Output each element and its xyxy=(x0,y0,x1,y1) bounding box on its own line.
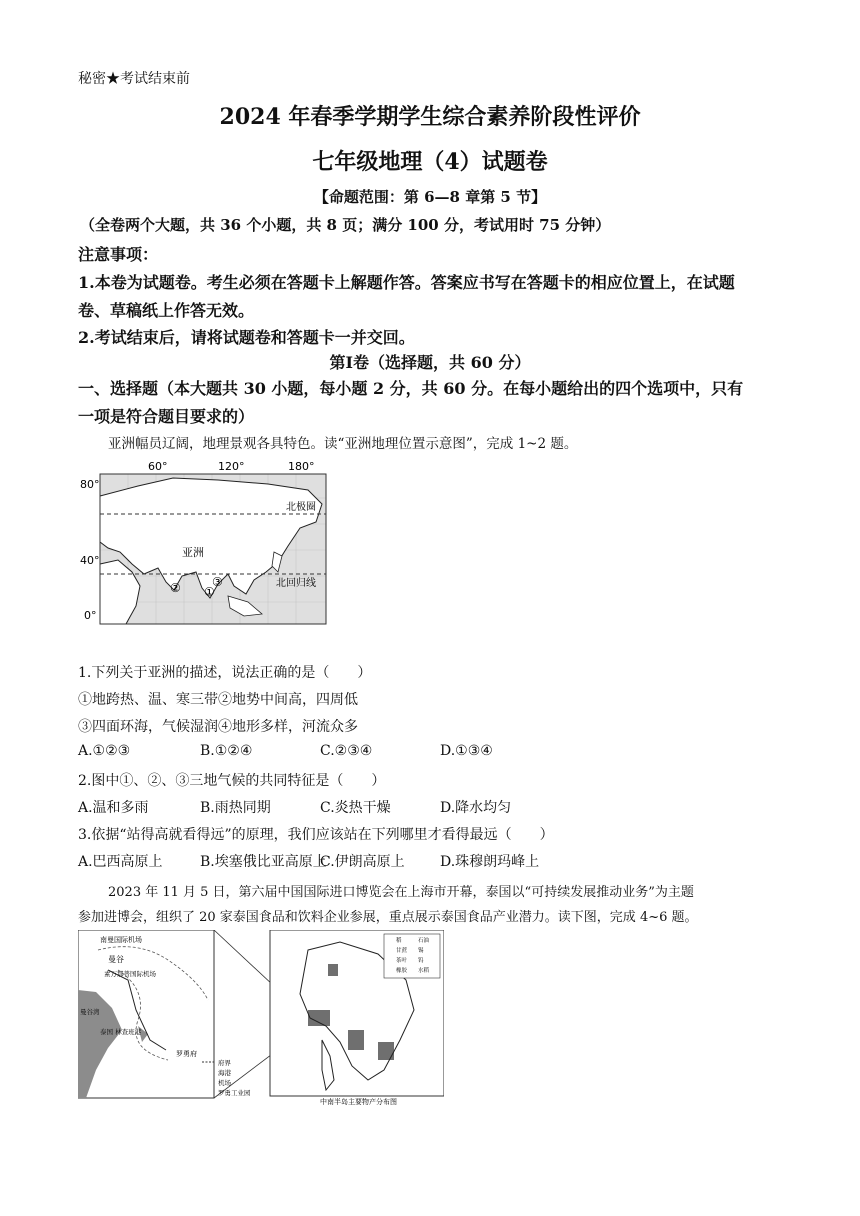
question-3-stem: 3.依据“站得高就看得远”的原理，我们应该站在下列哪里才看得最远（ ） xyxy=(78,827,554,843)
legend-airport: 机场 xyxy=(218,1079,231,1087)
question-lead-2-cont: 参加进博会，组织了 20 家泰国食品和饮料企业参展，重点展示泰国食品产业潜力。读下图，完成 4~6 题。 xyxy=(78,910,698,925)
label-airport-1: 南曼国际机场 xyxy=(100,936,142,944)
question-3-option-d[interactable]: D.珠穆朗玛峰上 xyxy=(440,854,540,870)
question-1-statement-a: ①地跨热、温、寒三带②地势中间高，四周低 xyxy=(78,692,358,708)
question-lead-2: 2023 年 11 月 5 日，第六届中国国际进口博览会在上海市开幕，泰国以“可持续发展推动业务”为主题 xyxy=(108,885,694,900)
legend-item-3: 甘蔗 xyxy=(396,948,408,954)
question-3-option-b[interactable]: B.埃塞俄比亚高原上 xyxy=(200,854,327,870)
map-caption: 中南半岛主要物产分布图 xyxy=(320,1098,397,1106)
question-1-statement-b: ③四面环海，气候湿润④地形多样，河流众多 xyxy=(78,719,358,735)
exam-info: （全卷两个大题，共 36 个小题，共 8 页；满分 100 分，考试用时 75 分钟） xyxy=(80,216,611,234)
question-2-stem: 2.图中①、②、③三地气候的共同特征是（ ） xyxy=(78,773,386,789)
marker-3: ③ xyxy=(212,575,223,589)
legend-item-6: 钨 xyxy=(418,958,424,964)
label-rayong: 罗勇府 xyxy=(176,1050,197,1058)
question-1-option-b[interactable]: B.①②④ xyxy=(200,743,253,759)
question-lead-1: 亚洲幅员辽阔，地理景观各具特色。读“亚洲地理位置示意图”，完成 1~2 题。 xyxy=(108,436,578,452)
label-tropic-of-cancer: 北回归线 xyxy=(276,578,316,589)
section-heading-cont: 一项是符合题目要求的） xyxy=(78,407,255,426)
lat-label-80: 80° xyxy=(80,478,100,491)
secret-label: 秘密★考试结束前 xyxy=(78,71,190,87)
indochina-product-map xyxy=(78,930,444,1106)
label-gulf: 曼谷湾 xyxy=(80,1008,100,1016)
label-bangkok: 曼谷 xyxy=(108,955,124,964)
exam-title: 2024 年春季学期学生综合素养阶段性评价 xyxy=(219,104,641,130)
legend-item-8: 水稻 xyxy=(418,968,430,974)
legend-item-1: 稻 xyxy=(396,938,402,944)
question-1-stem: 1.下列关于亚洲的描述，说法正确的是（ ） xyxy=(78,665,372,681)
question-1-option-a[interactable]: A.①②③ xyxy=(78,743,131,759)
lon-label-120: 120° xyxy=(218,460,245,473)
question-2-option-c[interactable]: C.炎热干燥 xyxy=(320,800,391,816)
legend-port: 海港 xyxy=(218,1069,231,1077)
marker-2: ② xyxy=(170,581,181,595)
notice-title: 注意事项： xyxy=(78,245,159,264)
label-asia: 亚洲 xyxy=(182,546,204,559)
legend-item-5: 茶叶 xyxy=(396,958,408,964)
label-arctic-circle: 北极圈 xyxy=(286,502,316,513)
exam-scope: 【命题范围：第 6—8 章第 5 节】 xyxy=(313,188,547,206)
legend-item-2: 石油 xyxy=(418,938,430,944)
notice-item-1: 1.本卷为试题卷。考生必须在答题卡上解题作答。答案应书写在答题卡的相应位置上，在试题 xyxy=(78,273,735,292)
question-2-option-d[interactable]: D.降水均匀 xyxy=(440,800,512,816)
notice-item-1-cont: 卷、草稿纸上作答无效。 xyxy=(78,301,255,320)
part-title: 第Ⅰ卷（选择题，共 60 分） xyxy=(329,353,531,372)
legend-item-7: 橡胶 xyxy=(396,968,408,974)
question-3-option-c[interactable]: C.伊朗高原上 xyxy=(320,854,405,870)
legend-boundary: 府界 xyxy=(218,1059,231,1067)
lon-label-60: 60° xyxy=(148,460,168,473)
label-airport-2: 素万那普国际机场 xyxy=(104,970,156,978)
question-1-option-c[interactable]: C.②③④ xyxy=(320,743,373,759)
legend-industrial-park: 罗勇工业园 xyxy=(218,1089,251,1097)
question-2-option-a[interactable]: A.温和多雨 xyxy=(78,800,149,816)
label-port: 泰国 林查班港 xyxy=(100,1028,142,1036)
exam-subtitle: 七年级地理（4）试题卷 xyxy=(312,149,548,175)
legend-item-4: 锡 xyxy=(418,948,424,954)
question-1-option-d[interactable]: D.①③④ xyxy=(440,743,493,759)
lat-label-40: 40° xyxy=(80,554,100,567)
notice-item-2: 2.考试结束后，请将试题卷和答题卡一并交回。 xyxy=(78,328,415,347)
question-3-option-a[interactable]: A.巴西高原上 xyxy=(78,854,163,870)
lon-label-180: 180° xyxy=(288,460,315,473)
marker-1: ① xyxy=(204,585,215,599)
asia-location-map xyxy=(78,456,328,626)
section-heading: 一、选择题（本大题共 30 小题，每小题 2 分，共 60 分。在每小题给出的四个选项中，只有 xyxy=(78,379,744,398)
lat-label-0: 0° xyxy=(84,609,97,622)
question-2-option-b[interactable]: B.雨热同期 xyxy=(200,800,271,816)
